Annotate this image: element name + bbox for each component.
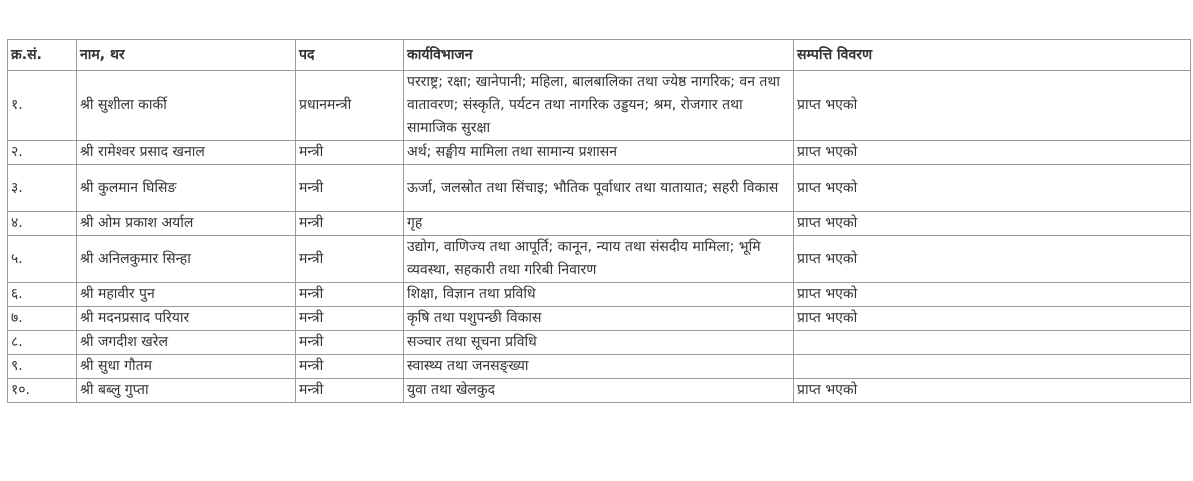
cell-name: श्री जगदीश खरेल [77,331,296,355]
cell-asset-details: प्राप्त भएको [794,165,1191,212]
cell-portfolio: अर्थ; सङ्घीय मामिला तथा सामान्य प्रशासन [404,141,794,165]
header-post: पद [296,40,404,71]
table-row [8,212,1191,236]
cell-asset-details: प्राप्त भएको [794,236,1191,283]
cell-portfolio: गृह [404,212,794,236]
cell-post: मन्त्री [296,236,404,283]
cell-post: मन्त्री [296,141,404,165]
cell-portfolio: शिक्षा, विज्ञान तथा प्रविधि [404,283,794,307]
cell-asset-details: प्राप्त भएको [794,283,1191,307]
table-row [8,307,1191,331]
table-row [8,141,1191,165]
table-row [8,355,1191,379]
header-portfolio: कार्यविभाजन [404,40,794,71]
cell-asset-details [794,355,1191,379]
cell-post: मन्त्री [296,165,404,212]
cell-portfolio: कृषि तथा पशुपन्छी विकास [404,307,794,331]
cell-name: श्री सुधा गौतम [77,355,296,379]
cell-post: मन्त्री [296,379,404,403]
table-row [8,283,1191,307]
table-row [8,379,1191,403]
header-asset-details: सम्पत्ति विवरण [794,40,1191,71]
cell-portfolio: स्वास्थ्य तथा जनसङ्ख्या [404,355,794,379]
cell-serial-number: १. [8,71,77,141]
cell-name: श्री बब्लु गुप्ता [77,379,296,403]
cell-name: श्री महावीर पुन [77,283,296,307]
cell-name: श्री ओम प्रकाश अर्याल [77,212,296,236]
cell-serial-number: ५. [8,236,77,283]
header-name: नाम, थर [77,40,296,71]
cell-post: मन्त्री [296,212,404,236]
cell-serial-number: ६. [8,283,77,307]
ministers-table-wrapper [7,39,1190,403]
cell-post: मन्त्री [296,307,404,331]
table-header-row [8,40,1191,71]
cell-name: श्री रामेश्वर प्रसाद खनाल [77,141,296,165]
cell-name: श्री कुलमान घिसिङ [77,165,296,212]
cell-asset-details [794,331,1191,355]
cell-portfolio: ऊर्जा, जलस्रोत तथा सिंचाइ; भौतिक पूर्वाधार तथा यातायात; सहरी विकास [404,165,794,212]
cell-serial-number: ४. [8,212,77,236]
cell-name: श्री सुशीला कार्की [77,71,296,141]
cell-portfolio: युवा तथा खेलकुद [404,379,794,403]
cell-serial-number: १०. [8,379,77,403]
cell-asset-details: प्राप्त भएको [794,71,1191,141]
cell-name: श्री मदनप्रसाद परियार [77,307,296,331]
table-row [8,331,1191,355]
ministers-table [7,39,1191,403]
cell-asset-details: प्राप्त भएको [794,141,1191,165]
cell-name: श्री अनिलकुमार सिन्हा [77,236,296,283]
table-row [8,236,1191,283]
cell-post: प्रधानमन्त्री [296,71,404,141]
cell-serial-number: २. [8,141,77,165]
table-row [8,165,1191,212]
cell-serial-number: ३. [8,165,77,212]
header-serial-number: क्र.सं. [8,40,77,71]
cell-post: मन्त्री [296,283,404,307]
cell-asset-details: प्राप्त भएको [794,379,1191,403]
table-row [8,71,1191,141]
cell-serial-number: ८. [8,331,77,355]
cell-post: मन्त्री [296,355,404,379]
cell-asset-details: प्राप्त भएको [794,212,1191,236]
cell-serial-number: ९. [8,355,77,379]
cell-post: मन्त्री [296,331,404,355]
cell-asset-details: प्राप्त भएको [794,307,1191,331]
cell-portfolio: उद्योग, वाणिज्य तथा आपूर्ति; कानून, न्याय तथा संसदीय मामिला; भूमि व्यवस्था, सहकारी तथा गरिबी निवारण [404,236,794,283]
cell-portfolio: सञ्चार तथा सूचना प्रविधि [404,331,794,355]
cell-portfolio: परराष्ट्र; रक्षा; खानेपानी; महिला, बालबालिका तथा ज्येष्ठ नागरिक; वन तथा वातावरण; संस्कृति, पर्यटन तथा नागरिक उड्डयन; श्रम, रोजगार तथा सामाजिक सुरक्षा [404,71,794,141]
cell-serial-number: ७. [8,307,77,331]
